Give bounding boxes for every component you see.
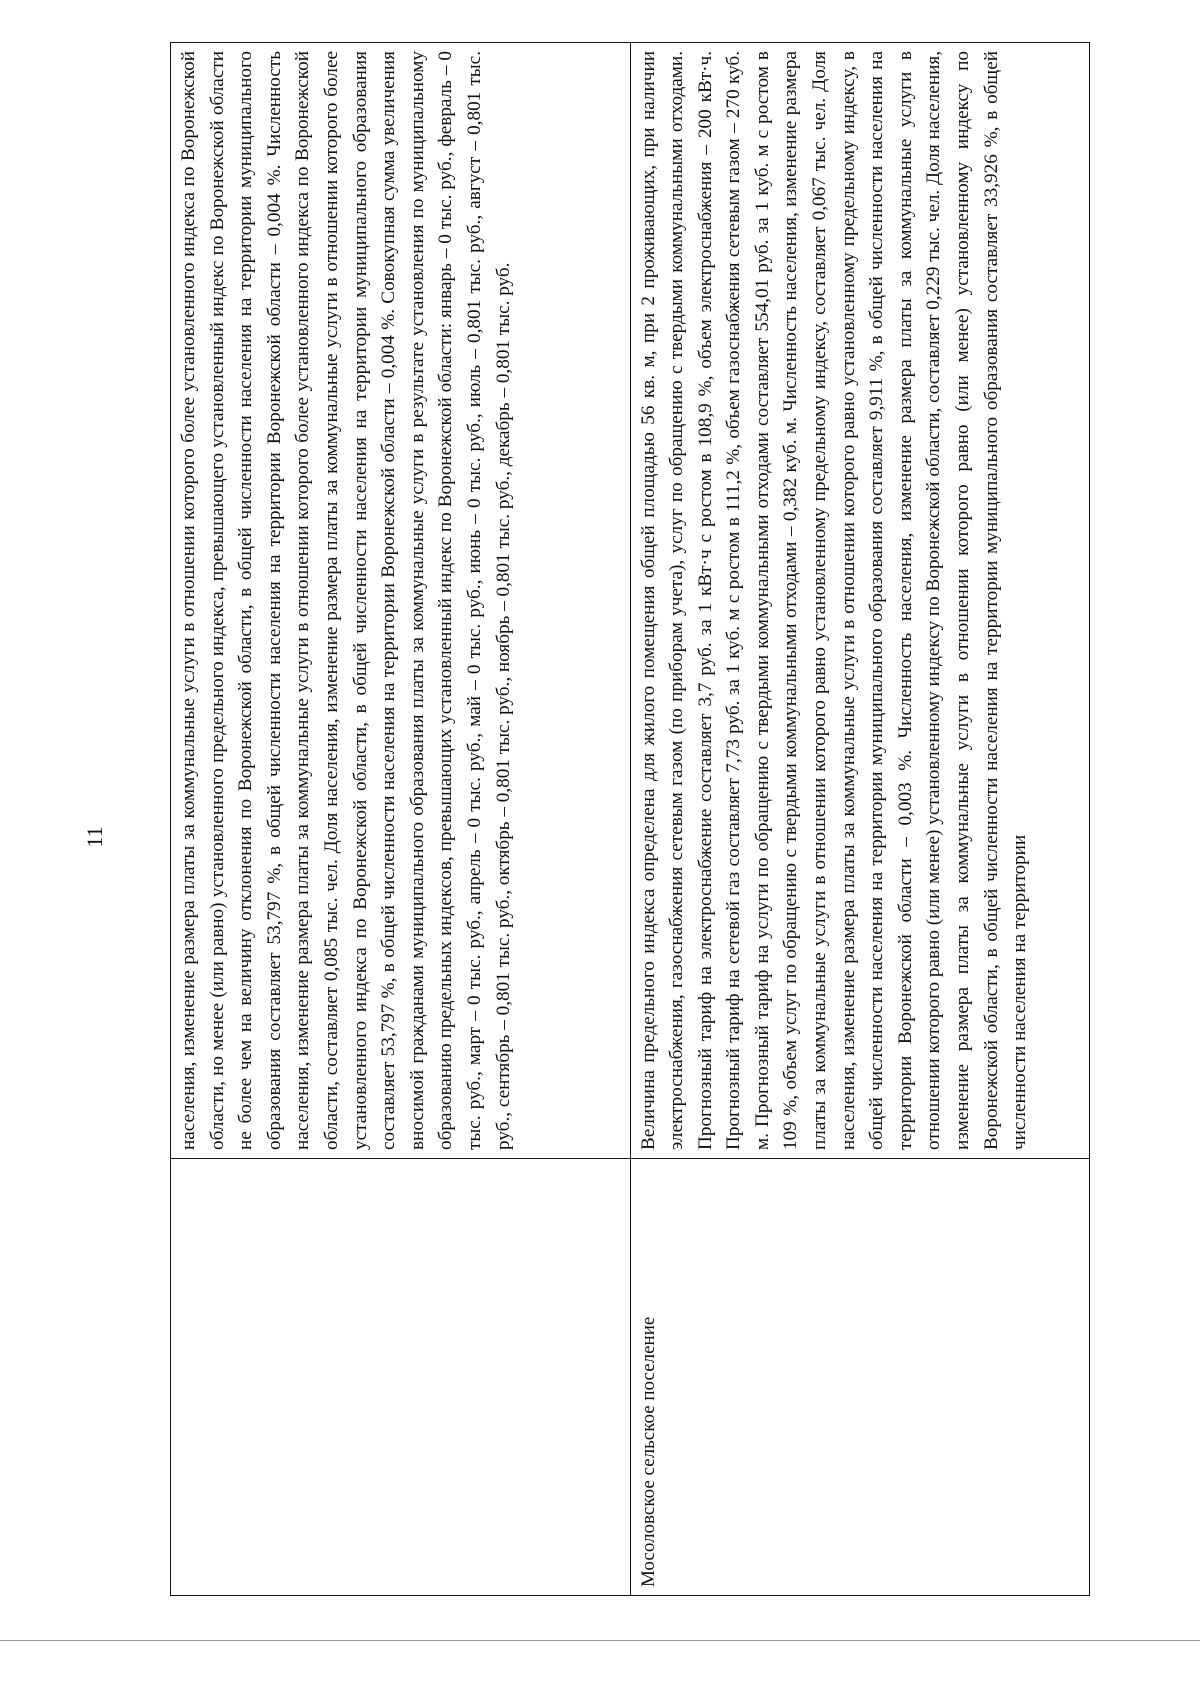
index-description-cell: Величина предельного индекса определена для жилого помещения общей площадью 56 кв. м, при 2 проживающих, при наличии электроснабжения, газоснабжения сетевым газом (по приборам учета), услуг по обращению с твердыми коммунальными отходами. Прогнозный тариф на электроснабжение составляет 3,7 руб. за 1 кВт·ч с ростом в 108,9 %, объем электроснабжения – 200 кВт·ч. Прогнозный тариф на сетевой газ составляет 7,73 руб. за 1 куб. м с ростом в 111,2 %, объем газоснабжения сетевым газом – 270 куб. м. Прогнозный тариф на услуги по обращению с твердыми коммунальными отходами составляет 554,01 руб. за 1 куб. м с ростом в 109 %, объем услуг по обращению с твердыми коммунальными отходами – 0,382 куб. м. Численность населения, изменение размера платы за коммунальные услуги в отношении которого равно установленному предельному индексу, составляет 0,067 тыс. чел. Доля населения, изменение размера платы за коммунальные услуги в отношении которого равно установленному предельному индексу, в общей численности населения на территории муниципального образования составляет 9,911 %, в общей численности населения на территории Воронежской области – 0,003 %. Численность населения, изменение размера платы за коммунальные услуги в отношении которого равно (или менее) установленному индексу по Воронежской области, составляет 0,229 тыс. чел. Доля населения, изменение размера платы за коммунальные услуги в отношении которого равно (или менее) установленному индексу по Воронежской области, в общей численности населения на территории муниципального образования составляет 33,926 %, в общей численности населения на территории	[637, 51, 1031, 1150]
tariff-table	[170, 42, 1090, 1596]
index-description-cell: населения, изменение размера платы за коммунальные услуги в отношении которого более установленного индекса по Воронежской области, но менее (или равно) установленного предельного индекса, превышающего установленный индекс по Воронежской области не более чем на величину отклонения по Воронежской области, в общей численности населения на территории муниципального образования составляет 53,797 %, в общей численности населения на территории Воронежской области – 0,004 %. Численность населения, изменение размера платы за коммунальные услуги в отношении которого более установленного индекса по Воронежской области, составляет 0,085 тыс. чел. Доля населения, изменение размера платы за коммунальные услуги в отношении которого более установленного индекса по Воронежской области, в общей численности населения на территории муниципального образования составляет 53,797 %, в общей численности населения на территории Воронежской области – 0,004 %. Совокупная сумма увеличения вносимой гражданами муниципального образования платы за коммунальные услуги в результате установления по муниципальному образованию предельных индексов, превышающих установленный индекс по Воронежской области: январь – 0 тыс. руб., февраль – 0 тыс. руб., март – 0 тыс. руб., апрель – 0 тыс. руб., май – 0 тыс. руб., июнь – 0 тыс. руб., июль – 0,801 тыс. руб., август – 0,801 тыс. руб., сентябрь – 0,801 тыс. руб., октябрь – 0,801 тыс. руб., ноябрь – 0,801 тыс. руб., декабрь – 0,801 тыс. руб.	[178, 51, 514, 1150]
table-wrapper	[170, 42, 1090, 1596]
settlement-name-cell	[171, 1158, 630, 1595]
table-row	[171, 43, 630, 1595]
settlement-name-cell: Мосоловское сельское поселение	[631, 1158, 1090, 1595]
table-row	[630, 43, 1090, 1595]
page-number: 11	[82, 826, 107, 848]
scan-edge-line	[0, 1640, 1200, 1641]
